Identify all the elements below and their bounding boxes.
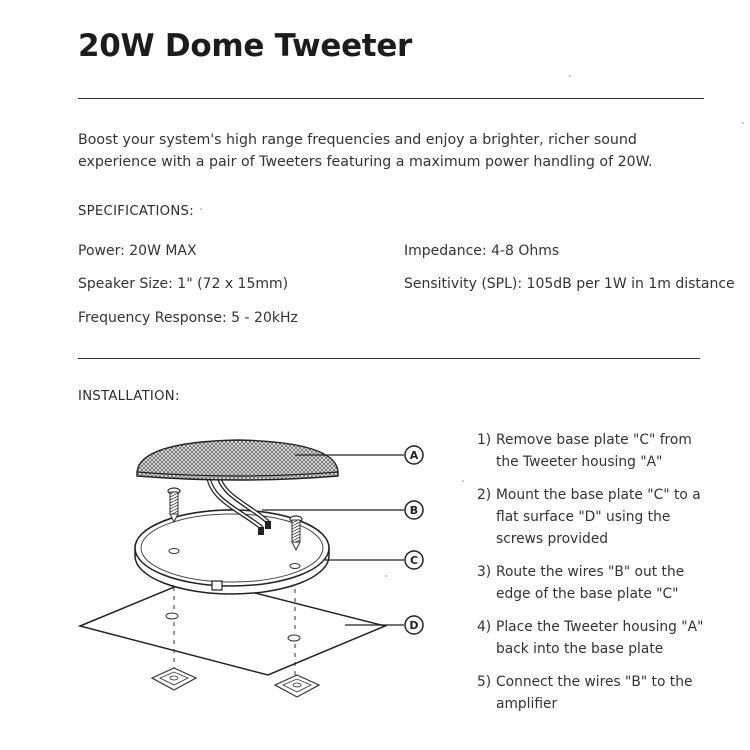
tweeter-housing bbox=[137, 440, 338, 480]
scan-speck bbox=[569, 75, 571, 77]
step-number: 4) bbox=[477, 619, 492, 635]
step-number: 1) bbox=[477, 432, 492, 448]
specifications-heading: SPECIFICATIONS: bbox=[78, 204, 194, 219]
step-text: Mount the base plate "C" to a flat surface "D" using the screws provided bbox=[496, 487, 701, 547]
spec-impedance: Impedance: 4-8 Ohms bbox=[404, 243, 560, 259]
label-c: C bbox=[409, 554, 419, 567]
intro-paragraph: Boost your system's high range frequencies and enjoy a brighter, richer sound experience with a pair of Tweeters featuring a maximum power handling of 20W. bbox=[78, 132, 653, 170]
step-text: Connect the wires "B" to the amplifier bbox=[496, 674, 693, 712]
step-number: 3) bbox=[477, 564, 492, 580]
page-title: 20W Dome Tweeter bbox=[78, 28, 413, 64]
label-circles bbox=[405, 446, 423, 634]
installation-heading: INSTALLATION: bbox=[78, 389, 180, 404]
step-text: Route the wires "B" out the edge of the base plate "C" bbox=[496, 564, 685, 602]
installation-step bbox=[477, 671, 747, 715]
spec-sensitivity: Sensitivity (SPL): 105dB per 1W in 1m distance bbox=[404, 276, 735, 292]
step-number: 5) bbox=[477, 674, 492, 690]
label-a: A bbox=[409, 449, 419, 462]
scan-speck bbox=[385, 575, 387, 577]
spec-speaker-size: Speaker Size: 1" (72 x 15mm) bbox=[78, 276, 289, 292]
spec-frequency-response: Frequency Response: 5 - 20kHz bbox=[78, 310, 298, 326]
scan-speck bbox=[742, 122, 744, 124]
step-text: Remove base plate "C" from the Tweeter housing "A" bbox=[496, 432, 692, 470]
scan-speck bbox=[200, 208, 202, 210]
label-b: B bbox=[409, 504, 419, 517]
spec-power: Power: 20W MAX bbox=[78, 243, 197, 259]
scan-speck bbox=[462, 480, 464, 482]
installation-step bbox=[477, 561, 747, 605]
installation-step bbox=[477, 429, 747, 473]
installation-step bbox=[477, 484, 747, 550]
step-text: Place the Tweeter housing "A" back into the base plate bbox=[496, 619, 704, 657]
wall-plugs bbox=[152, 668, 319, 697]
step-number: 2) bbox=[477, 487, 492, 503]
installation-step bbox=[477, 616, 747, 660]
label-d: D bbox=[409, 619, 419, 632]
